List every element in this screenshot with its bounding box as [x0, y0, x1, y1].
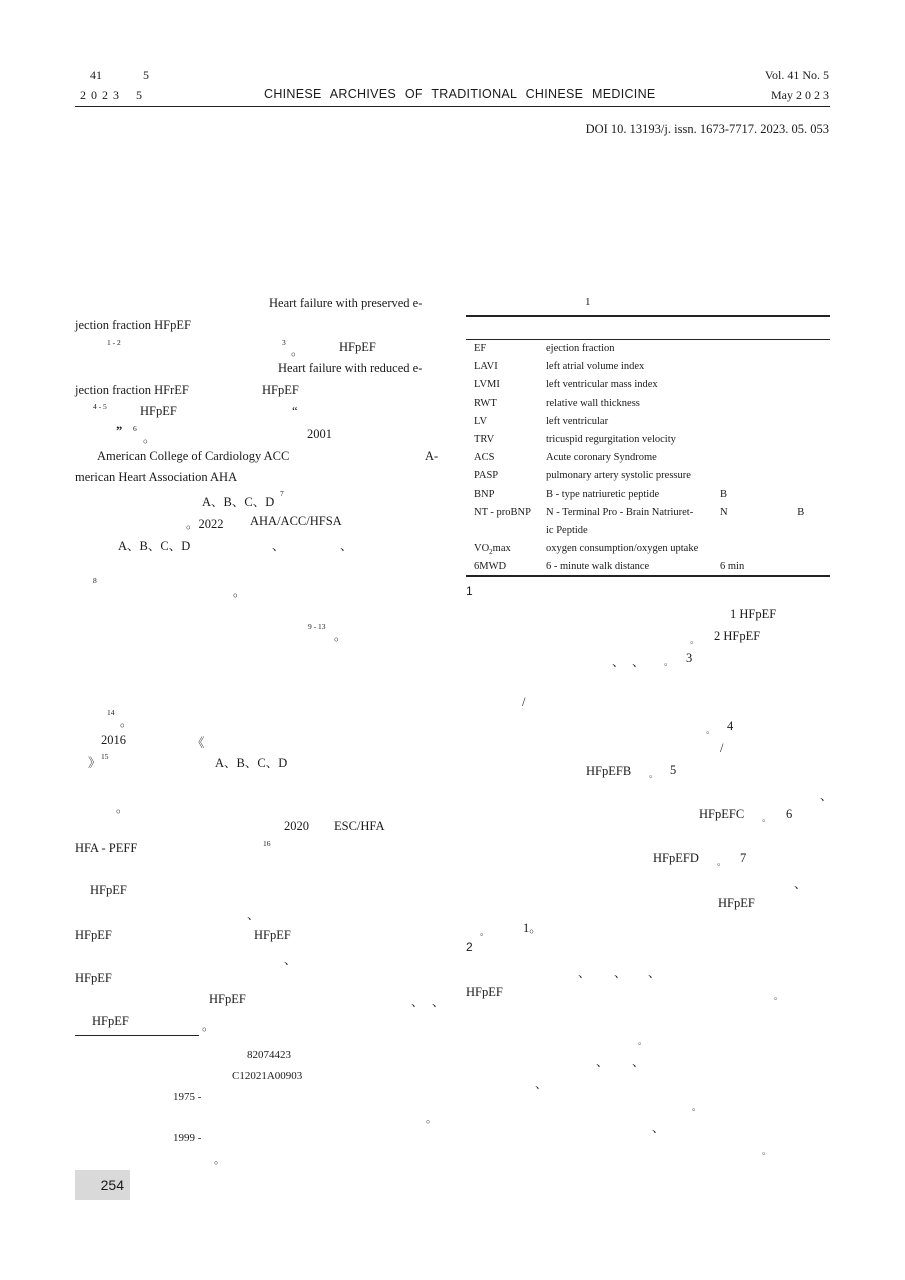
footnote-author-birth: 1975 - — [173, 1091, 202, 1103]
table-row — [468, 561, 830, 579]
header-volume-cn: 41 — [90, 68, 102, 82]
right-text: 。 — [762, 1146, 772, 1156]
table-cell-full-name: ic Peptide — [546, 524, 588, 536]
left-text: HFpEF — [75, 928, 112, 942]
table-cell-cn-b: B — [797, 506, 805, 518]
right-text: 、 — [578, 966, 591, 980]
header-date-en: May 2 0 2 3 — [771, 88, 829, 102]
table-cell-abbr — [468, 525, 540, 543]
table-cell-full-name: left ventricular — [546, 415, 609, 427]
left-text: 2020 — [284, 819, 309, 833]
table-cell-abbr: LAVI — [474, 361, 498, 373]
right-text: 、 — [596, 1055, 609, 1069]
left-text: HFpEF — [339, 340, 376, 354]
table-cell-cn-b — [785, 470, 830, 488]
left-text: merican Heart Association AHA — [75, 470, 238, 484]
left-text: 。 — [233, 585, 246, 599]
table-row — [468, 416, 830, 434]
right-text: HFpEFD — [653, 851, 699, 865]
left-text: A、B、C、D — [215, 756, 288, 770]
table-cell-full-name: oxygen consumption/oxygen uptake — [546, 543, 699, 555]
left-text: 、 — [272, 539, 285, 553]
right-text: 、 — [794, 877, 807, 891]
table-cell-cn-b — [785, 525, 830, 543]
table-cell-abbr: NT - proBNP — [474, 506, 531, 518]
left-text: 、 — [284, 953, 297, 967]
table-cell-full-name: ejection fraction — [546, 343, 615, 354]
right-text: 。 — [690, 635, 700, 645]
header-volume-en: Vol. 41 No. 5 — [764, 68, 829, 82]
table-cell-cn-a — [714, 379, 785, 397]
left-text: HFA - PEFF — [75, 841, 138, 855]
table-cell-cn-a — [714, 470, 785, 488]
citation-superscript: 15 — [101, 752, 109, 761]
left-text: HFpEF — [262, 383, 299, 397]
left-text: AHA/ACC/HFSA — [250, 514, 342, 528]
table-row — [468, 507, 830, 525]
left-text: jection fraction HFrEF — [75, 383, 189, 397]
table-row — [468, 434, 830, 452]
right-text: 。 — [774, 991, 784, 1001]
table-cell-full-name: 6 - minute walk distance — [546, 561, 650, 573]
right-text: 。 — [638, 1036, 648, 1046]
table-cell-full-name: N - Terminal Pro - Brain Natriuret- — [546, 506, 694, 518]
left-text: 。 — [143, 431, 156, 445]
citation-superscript: 9 - 13 — [308, 622, 326, 631]
table-cell-cn-a — [714, 361, 785, 379]
right-text: 、 — [614, 966, 627, 980]
table-cell-cn-b — [785, 361, 830, 379]
left-text: 2016 — [101, 733, 126, 747]
table-cell-cn-b — [785, 489, 830, 507]
left-text: 。 — [120, 715, 133, 729]
table-cell-full-name: Acute coronary Syndrome — [546, 452, 657, 464]
header-year-cn: 2 0 2 3 — [80, 88, 120, 102]
header-issue-cn: 5 — [143, 68, 149, 82]
header-rule — [75, 106, 830, 107]
right-text: 、 — [535, 1077, 548, 1091]
table-cell-full-name: left atrial volume index — [546, 361, 645, 373]
citation-superscript: 16 — [263, 839, 271, 848]
citation-superscript: 3 — [282, 338, 286, 347]
left-text: A- — [425, 449, 439, 463]
footnote-rule — [75, 1035, 199, 1036]
right-text: 。 — [480, 927, 490, 937]
right-text: 3 — [686, 651, 693, 665]
table-cell-cn-a — [714, 343, 785, 361]
table-cell-cn-b — [785, 434, 830, 452]
left-text: 、 — [247, 908, 260, 922]
table-cell-full-name: relative wall thickness — [546, 397, 640, 409]
left-text: ” — [116, 424, 123, 438]
table-cell-abbr: TRV — [474, 433, 495, 445]
vo2-subscript: 2 — [489, 548, 493, 557]
table-row — [468, 343, 830, 361]
doi: DOI 10. 13193/j. issn. 1673-7717. 2023. 05. 053 — [585, 122, 829, 136]
table-row — [468, 489, 830, 507]
table-cell-full-name: B - type natriuretic peptide — [546, 488, 660, 500]
table-cell-abbr — [468, 543, 540, 561]
citation-superscript: 14 — [107, 708, 115, 717]
right-text: 2 HFpEF — [714, 629, 761, 643]
left-text: 《 — [192, 736, 205, 750]
right-text: 。 — [664, 657, 674, 667]
citation-superscript: 6 — [133, 424, 137, 433]
right-text: 、 — [820, 789, 833, 803]
table-cell-full-name: tricuspid regurgitation velocity — [546, 433, 676, 445]
page-number: 254 — [75, 1170, 130, 1200]
table-cell-cn-b — [785, 416, 830, 434]
left-text: 。 — [334, 629, 347, 643]
left-text: ESC/HFA — [334, 819, 385, 833]
right-text: 。 — [762, 813, 772, 823]
table-row — [468, 379, 830, 397]
right-text: HFpEF — [718, 896, 755, 910]
right-text: 、 — [632, 1055, 645, 1069]
left-text: 。 — [116, 801, 129, 815]
table-cell-abbr: 6MWD — [474, 561, 507, 573]
table-cell-cn-b — [785, 398, 830, 416]
table-cell-full-name: pulmonary artery systolic pressure — [546, 470, 691, 482]
left-text: Heart failure with reduced e- — [278, 361, 423, 375]
table-cell-cn-b — [785, 343, 830, 361]
left-text: HFpEF — [92, 1014, 129, 1028]
table-cell-cn-a — [714, 416, 785, 434]
right-text: HFpEF — [466, 985, 503, 999]
table-cell-full-name: left ventricular mass index — [546, 379, 658, 391]
right-text: 5 — [670, 763, 677, 777]
footnote-grant-number: C12021A00903 — [232, 1070, 303, 1082]
table-cell-cn-a: B — [720, 488, 728, 500]
left-text: 2001 — [307, 427, 332, 441]
table-cell-cn-b — [785, 561, 830, 579]
right-text: 、 — [612, 655, 625, 669]
right-text: HFpEFC — [699, 807, 745, 821]
table-row — [468, 452, 830, 470]
table-cell-cn-b — [785, 379, 830, 397]
left-text: jection fraction HFpEF — [75, 318, 191, 332]
citation-superscript: 7 — [280, 489, 284, 498]
table-row — [468, 543, 830, 561]
left-text: A、B、C、D — [118, 539, 191, 553]
table-header-rule — [466, 339, 830, 340]
table-cell-cn-a: N — [720, 506, 728, 518]
table-cell-cn-b — [785, 452, 830, 470]
right-text: / — [522, 695, 526, 709]
abbreviation-table — [468, 343, 830, 579]
left-text: 。 — [291, 344, 304, 358]
table-cell-abbr: EF — [474, 343, 487, 354]
journal-title: CHINESE ARCHIVES OF TRADITIONAL CHINESE MEDICINE — [264, 87, 656, 101]
table-cell-cn-b — [785, 543, 830, 561]
right-text: 、 — [652, 1121, 665, 1135]
table-cell-abbr: PASP — [474, 470, 499, 482]
table-cell-abbr: RWT — [474, 397, 497, 409]
table-top-rule — [466, 315, 830, 317]
citation-superscript: 4 - 5 — [93, 402, 107, 411]
left-text: HFpEF — [90, 883, 127, 897]
section-heading-2: 2 — [466, 940, 473, 954]
right-text: 。 — [706, 725, 716, 735]
table-row — [468, 398, 830, 416]
vo2-prefix: VO — [474, 543, 490, 555]
left-text: A、B、C、D — [202, 495, 275, 509]
table-cell-abbr: LVMI — [474, 379, 500, 391]
table-cell-abbr: ACS — [474, 452, 495, 464]
right-text: 、 — [632, 655, 645, 669]
table-cell-cn-a: 6 min — [720, 561, 745, 573]
left-text: American College of Cardiology ACC — [97, 449, 290, 463]
table-cell-cn-a — [714, 525, 785, 543]
left-text: 。 — [202, 1019, 215, 1033]
header-month-cn: 5 — [136, 88, 142, 102]
right-text: 、 — [648, 966, 661, 980]
footnote-text: 。 — [214, 1154, 225, 1166]
citation-superscript: 8 — [93, 576, 97, 585]
table-row — [468, 525, 830, 543]
vo2-suffix: max — [492, 543, 511, 555]
right-text: 6 — [786, 807, 793, 821]
table-number: 1 — [585, 296, 591, 308]
right-text: 。 — [717, 857, 727, 867]
citation-superscript: 1 - 2 — [107, 338, 121, 347]
footnote-author-birth: 1999 - — [173, 1132, 202, 1144]
footnote-grant-number: 82074423 — [247, 1049, 291, 1061]
left-text: 、 — [340, 539, 353, 553]
right-text: HFpEFB — [586, 764, 632, 778]
right-text: 。 — [692, 1102, 702, 1112]
left-text: HFpEF — [75, 971, 112, 985]
right-text: 1。 — [523, 921, 542, 935]
left-text: HFpEF — [209, 992, 246, 1006]
table-cell-abbr: LV — [474, 415, 488, 427]
right-text: 4 — [727, 719, 734, 733]
table-cell-cn-a — [714, 452, 785, 470]
table-cell-cn-a — [714, 434, 785, 452]
right-text: / — [720, 741, 724, 755]
table-row — [468, 361, 830, 379]
left-text: 、 — [411, 995, 424, 1009]
table-cell-abbr: BNP — [474, 488, 495, 500]
section-heading-1: 1 — [466, 584, 473, 598]
table-row — [468, 470, 830, 488]
right-text: 7 — [740, 851, 747, 865]
left-text: 、 — [432, 995, 445, 1009]
footnote-text: 。 — [426, 1113, 437, 1125]
left-text: HFpEF — [140, 404, 177, 418]
left-text: Heart failure with preserved e- — [269, 296, 423, 310]
left-text: 》 — [88, 756, 101, 770]
left-text: HFpEF — [254, 928, 291, 942]
table-bottom-rule — [466, 575, 830, 577]
right-text: 。 — [649, 769, 659, 779]
table-cell-cn-a — [714, 543, 785, 561]
right-text: 1 HFpEF — [730, 607, 777, 621]
left-text: 。2022 — [186, 517, 224, 531]
table-cell-cn-a — [714, 398, 785, 416]
left-text: “ — [292, 404, 298, 418]
